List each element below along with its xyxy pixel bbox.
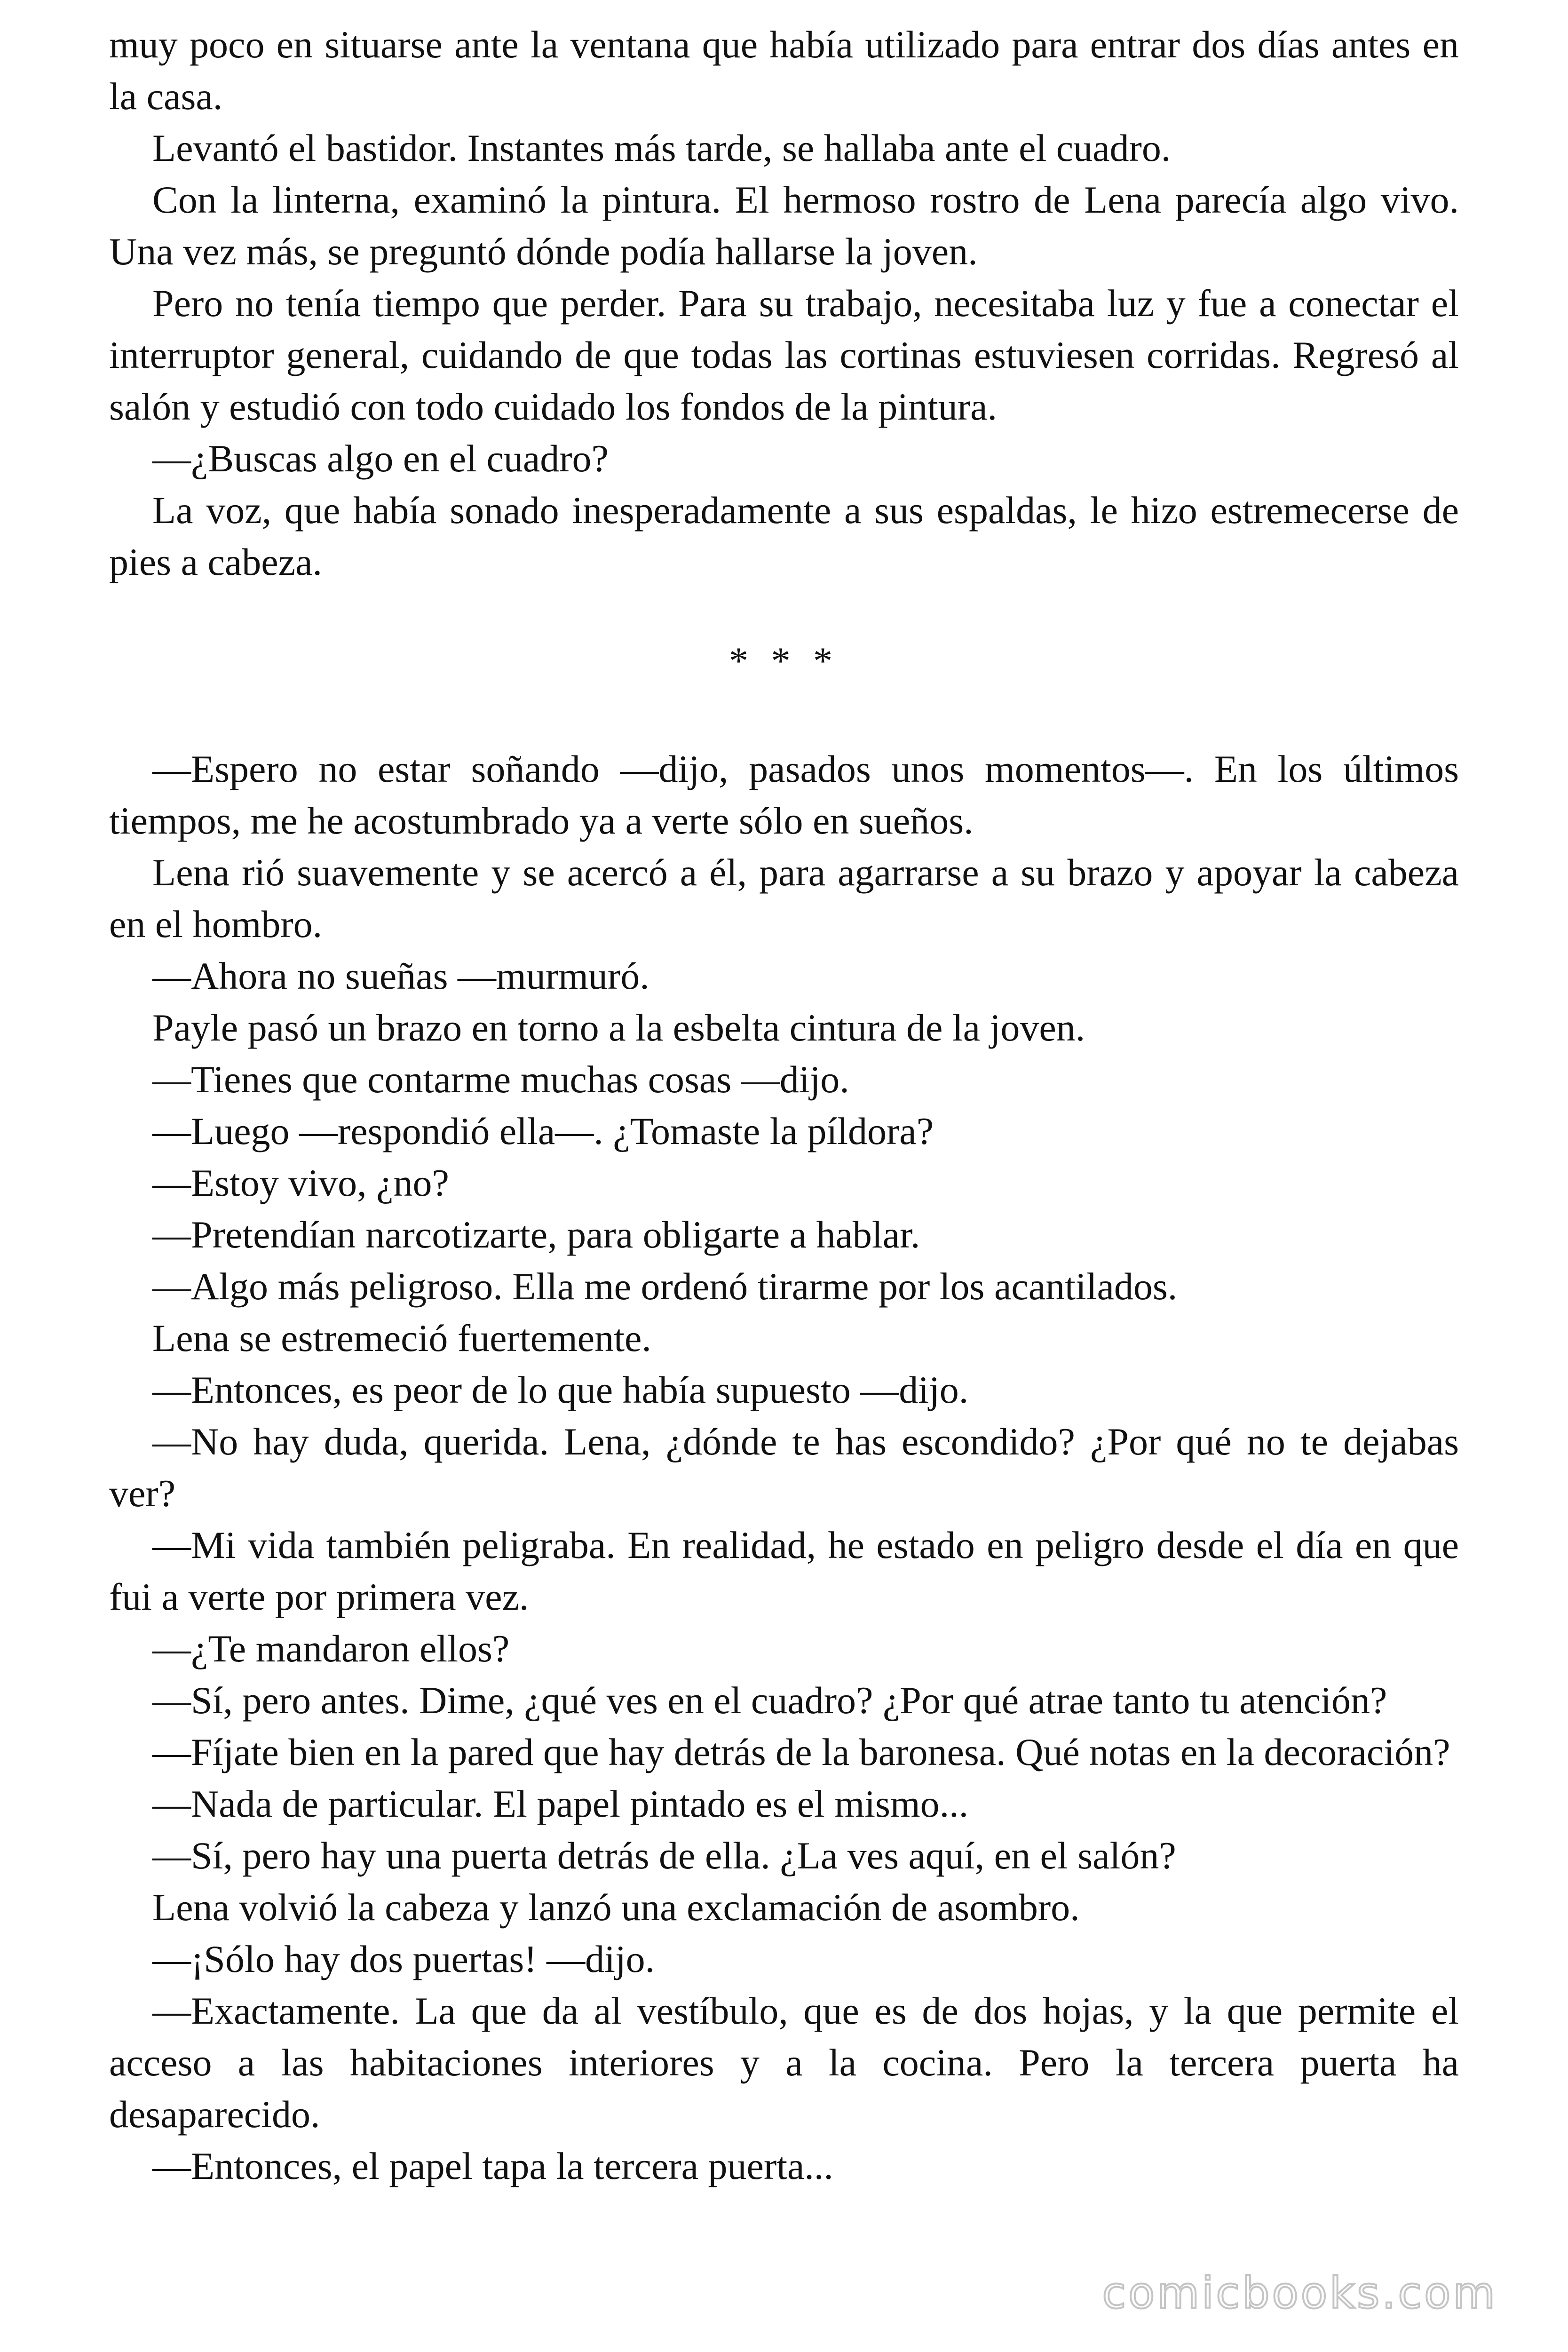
paragraph: —Espero no estar soñando —dijo, pasados unos momentos—. En los últimos tiempos, me he acostumbrado ya a verte sólo en sueños. (109, 747, 1459, 842)
paragraph: —Mi vida también peligraba. En realidad, he estado en peligro desde el día en que fui a verte por primera vez. (109, 1524, 1459, 1618)
paragraph: Lena se estremeció fuertemente. (152, 1317, 651, 1359)
book-page (109, 19, 1459, 2192)
section-separator: * * * (729, 639, 839, 682)
paragraph: —Tienes que contarme muchas cosas —dijo. (152, 1058, 849, 1101)
paragraph: —Luego —respondió ella—. ¿Tomaste la píldora? (152, 1110, 934, 1152)
paragraph: —¿Buscas algo en el cuadro? (152, 437, 609, 480)
watermark-logo: comicbooks.com (1102, 2268, 1497, 2318)
paragraph: Lena volvió la cabeza y lanzó una exclamación de asombro. (152, 1886, 1080, 1929)
paragraph: —¿Te mandaron ellos? (152, 1627, 510, 1670)
paragraph: —¡Sólo hay dos puertas! —dijo. (152, 1938, 655, 1980)
paragraph: Lena rió suavemente y se acercó a él, para agarrarse a su brazo y apoyar la cabeza en el hombro. (109, 851, 1459, 946)
paragraph: —Ahora no sueñas —murmuró. (152, 954, 649, 997)
paragraph: —Entonces, el papel tapa la tercera puerta... (152, 2145, 833, 2187)
paragraph: muy poco en situarse ante la ventana que había utilizado para entrar dos días antes en la casa. (109, 23, 1459, 118)
text-block-before-break (109, 19, 1459, 588)
paragraph: —Sí, pero antes. Dime, ¿qué ves en el cuadro? ¿Por qué atrae tanto tu atención? (152, 1679, 1387, 1722)
paragraph: —Algo más peligroso. Ella me ordenó tirarme por los acantilados. (152, 1265, 1178, 1308)
paragraph: Con la linterna, examinó la pintura. El hermoso rostro de Lena parecía algo vivo. Una vez más, se preguntó dónde podía hallarse la joven. (109, 178, 1459, 273)
paragraph: —Fíjate bien en la pared que hay detrás de la baronesa. Qué notas en la decoración? (152, 1731, 1450, 1773)
paragraph: —Sí, pero hay una puerta detrás de ella. ¿La ves aquí, en el salón? (152, 1834, 1176, 1877)
paragraph: —Pretendían narcotizarte, para obligarte a hablar. (152, 1213, 920, 1256)
paragraph: —No hay duda, querida. Lena, ¿dónde te has escondido? ¿Por qué no te dejabas ver? (109, 1420, 1459, 1515)
paragraph: —Entonces, es peor de lo que había supuesto —dijo. (152, 1368, 969, 1411)
paragraph: —Nada de particular. El papel pintado es el mismo... (152, 1782, 969, 1825)
paragraph: Payle pasó un brazo en torno a la esbelta cintura de la joven. (152, 1006, 1085, 1049)
paragraph: La voz, que había sonado inesperadamente a sus espaldas, le hizo estremecerse de pies a cabeza. (109, 489, 1459, 583)
paragraph: Levantó el bastidor. Instantes más tarde, se hallaba ante el cuadro. (152, 127, 1171, 169)
paragraph: —Exactamente. La que da al vestíbulo, que es de dos hojas, y la que permite el acceso a las habitaciones interiores y a la cocina. Pero la tercera puerta ha desaparecido. (109, 1989, 1459, 2136)
text-block-after-break (109, 743, 1459, 2192)
paragraph: —Estoy vivo, ¿no? (152, 1161, 449, 1204)
paragraph: Pero no tenía tiempo que perder. Para su trabajo, necesitaba luz y fue a conectar el interruptor general, cuidando de que todas las cortinas estuviesen corridas. Regresó al salón y estudió con todo cuidado los fondos de la pintura. (109, 282, 1459, 428)
